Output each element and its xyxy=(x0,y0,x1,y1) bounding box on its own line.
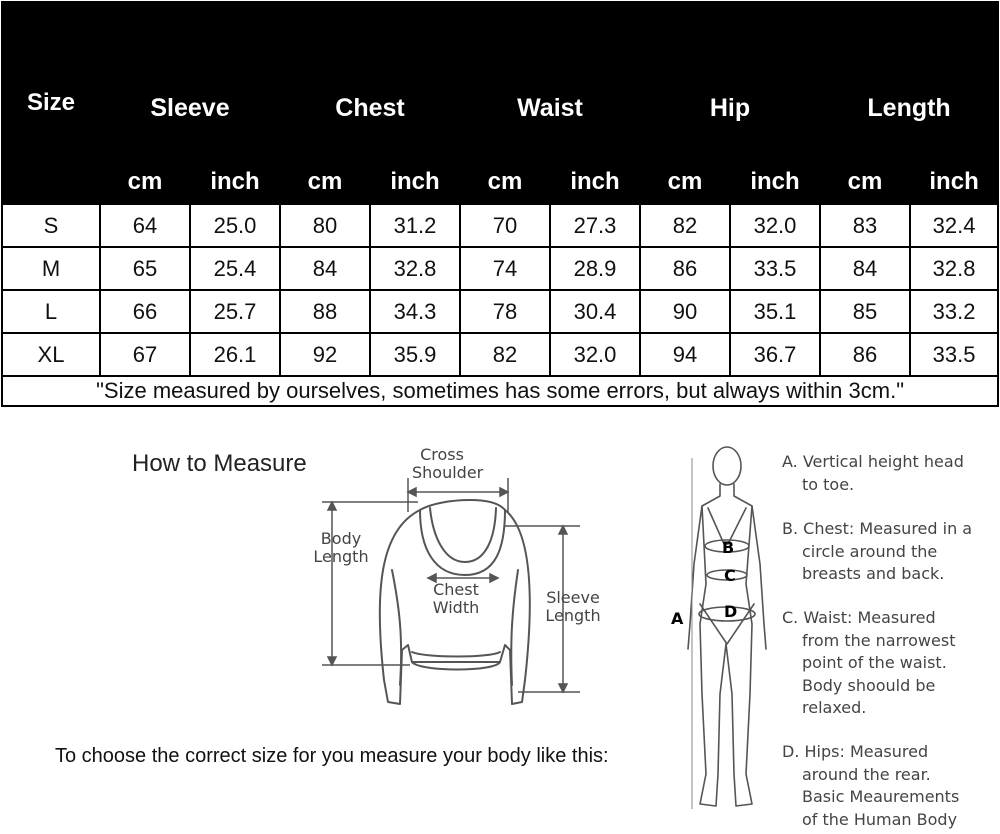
measurement-cell: 32.8 xyxy=(370,247,460,290)
description-line: B. Chest: Measured in a xyxy=(782,519,973,538)
measurement-cell: 32.0 xyxy=(550,333,640,376)
how-to-measure-title: How to Measure xyxy=(132,450,307,477)
measurement-cell: 90 xyxy=(640,290,730,333)
body-letter-d: D xyxy=(724,602,738,621)
description-line: relaxed. xyxy=(802,698,867,717)
description-line: point of the waist. xyxy=(802,653,947,672)
sleeve-length-label: Sleeve Length xyxy=(545,588,601,625)
description-line: A. Vertical height head xyxy=(782,452,964,471)
cross-shoulder-label: Cross Shoulder xyxy=(412,445,484,482)
unit-row xyxy=(2,159,998,204)
measurement-cell: 88 xyxy=(280,290,370,333)
size-chart-table xyxy=(1,1,999,407)
header-length: Length xyxy=(820,57,998,159)
description-line: circle around the xyxy=(802,541,938,561)
header-sleeve: Sleeve xyxy=(100,57,280,159)
measurement-cell: 82 xyxy=(460,333,550,376)
header-chest: Chest xyxy=(280,57,460,159)
measurement-cell: 65 xyxy=(100,247,190,290)
measurement-description xyxy=(782,518,997,586)
size-cell: L xyxy=(2,290,100,333)
body-letter-b: B xyxy=(722,538,735,557)
measurement-cell: 26.1 xyxy=(190,333,280,376)
measurement-cell: 28.9 xyxy=(550,247,640,290)
choose-size-instruction: To choose the correct size for you measure your body like this: xyxy=(55,745,609,767)
measurement-cell: 32.0 xyxy=(730,204,820,247)
measurement-cell: 33.5 xyxy=(730,247,820,290)
description-line: Body shoould be xyxy=(802,675,936,695)
measurement-cell: 25.4 xyxy=(190,247,280,290)
measurement-cell: 84 xyxy=(820,247,910,290)
measurement-cell: 33.2 xyxy=(910,290,998,333)
measurement-cell: 25.0 xyxy=(190,204,280,247)
unit-header: cm xyxy=(100,159,190,204)
measurement-cell: 86 xyxy=(640,247,730,290)
measurement-cell: 84 xyxy=(280,247,370,290)
table-row xyxy=(2,204,998,247)
measurement-cell: 30.4 xyxy=(550,290,640,333)
measurement-cell: 80 xyxy=(280,204,370,247)
measurement-cell: 94 xyxy=(640,333,730,376)
size-note: "Size measured by ourselves, sometimes has some errors, but always within 3cm." xyxy=(2,376,998,406)
unit-header: cm xyxy=(820,159,910,204)
measurement-cell: 35.1 xyxy=(730,290,820,333)
unit-header: cm xyxy=(640,159,730,204)
measurement-cell: 83 xyxy=(820,204,910,247)
measurement-cell: 34.3 xyxy=(370,290,460,333)
measurement-description xyxy=(782,607,997,720)
description-line: of the Human Body xyxy=(802,809,958,829)
measurement-cell: 78 xyxy=(460,290,550,333)
unit-header: cm xyxy=(460,159,550,204)
unit-header: inch xyxy=(370,159,460,204)
measurement-cell: 64 xyxy=(100,204,190,247)
measurement-cell: 31.2 xyxy=(370,204,460,247)
measurement-description xyxy=(782,451,997,496)
measurement-cell: 36.7 xyxy=(730,333,820,376)
size-cell: M xyxy=(2,247,100,290)
description-line: to toe. xyxy=(802,474,855,494)
measurement-cell: 25.7 xyxy=(190,290,280,333)
human-body-figure-icon xyxy=(680,444,775,816)
chest-width-label: Chest Width xyxy=(432,580,480,617)
measurement-cell: 33.5 xyxy=(910,333,998,376)
measurement-cell: 32.8 xyxy=(910,247,998,290)
unit-header: inch xyxy=(910,159,998,204)
description-line: breasts and back. xyxy=(802,564,945,583)
unit-header: inch xyxy=(550,159,640,204)
description-line: around the rear. xyxy=(802,764,931,784)
table-row xyxy=(2,333,998,376)
body-length-label: Body Length xyxy=(313,529,369,566)
measurement-cell: 67 xyxy=(100,333,190,376)
unit-header: inch xyxy=(190,159,280,204)
description-line: D. Hips: Measured xyxy=(782,742,929,761)
header-hip: Hip xyxy=(640,57,820,159)
measurement-cell: 27.3 xyxy=(550,204,640,247)
measurement-cell: 86 xyxy=(820,333,910,376)
size-header: Size xyxy=(2,2,100,204)
header-top-band xyxy=(100,2,998,57)
size-cell: XL xyxy=(2,333,100,376)
measurement-cell: 70 xyxy=(460,204,550,247)
measurement-cell: 85 xyxy=(820,290,910,333)
body-letter-a: A xyxy=(671,609,684,628)
measurement-cell: 32.4 xyxy=(910,204,998,247)
header-waist: Waist xyxy=(460,57,640,159)
measurement-description xyxy=(782,741,997,831)
unit-header: cm xyxy=(280,159,370,204)
description-line: Basic Meaurements xyxy=(802,787,960,806)
table-row xyxy=(2,247,998,290)
description-line: C. Waist: Measured xyxy=(782,608,936,627)
unit-header: inch xyxy=(730,159,820,204)
table-row xyxy=(2,290,998,333)
measurement-cell: 66 xyxy=(100,290,190,333)
body-letter-c: C xyxy=(724,566,736,585)
description-line: from the narrowest xyxy=(802,630,956,650)
measurement-cell: 92 xyxy=(280,333,370,376)
measurement-cell: 82 xyxy=(640,204,730,247)
measurement-cell: 74 xyxy=(460,247,550,290)
measurement-cell: 35.9 xyxy=(370,333,460,376)
size-cell: S xyxy=(2,204,100,247)
